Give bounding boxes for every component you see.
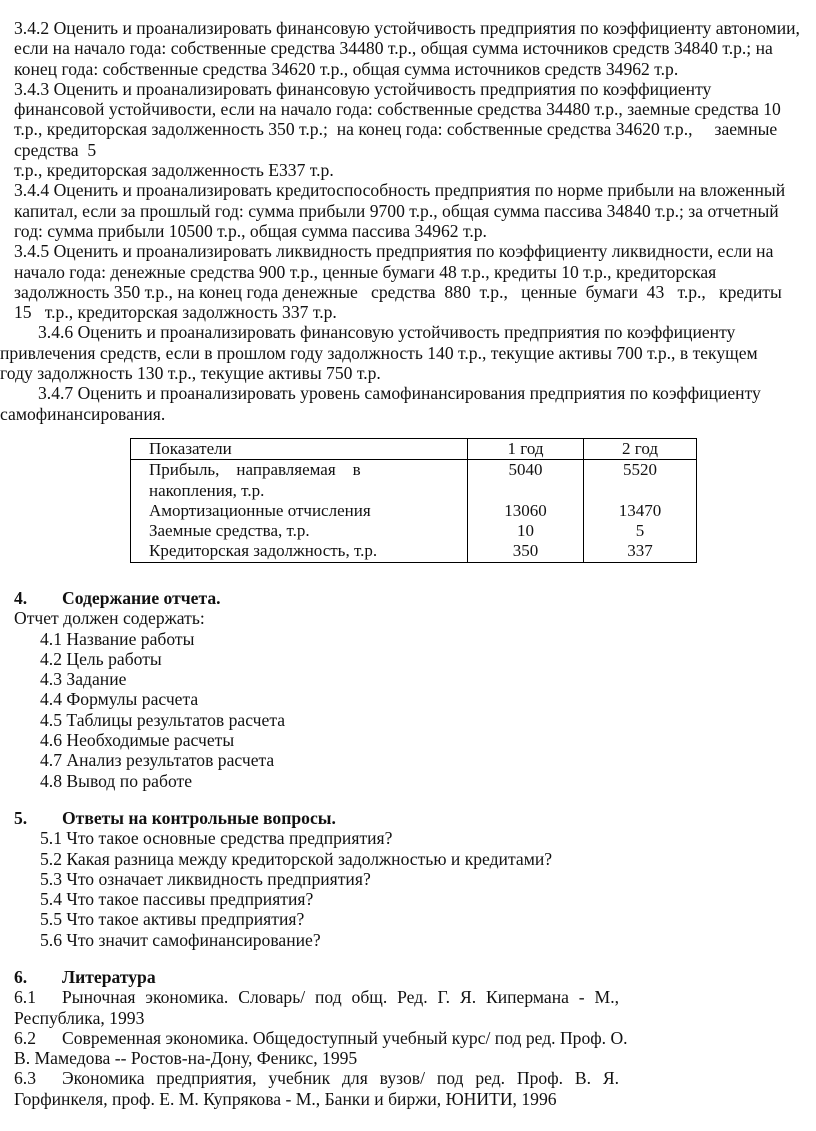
section-6 xyxy=(14,967,628,1109)
reference-item: 6.3 Экономика предприятия, учебник для вузов/ под ред. Проф. В. Я. xyxy=(14,1068,619,1089)
row-label xyxy=(131,460,468,562)
section-heading: 5. Ответы на контрольные вопросы. xyxy=(14,808,336,828)
reference-item-cont: В. Мамедова -- Ростов-на-Дону, Феникс, 1995 xyxy=(14,1048,358,1069)
table-row xyxy=(131,460,697,562)
list-item: 5.1 Что такое основные средства предприятия? xyxy=(40,828,393,849)
cell-value: 350 xyxy=(512,541,539,561)
task-3-4-2-line: 3.4.2 Оценить и проанализировать финансовую устойчивость предприятия по коэффициенту автономии, xyxy=(14,18,800,38)
reference-item: 6.2 Современная экономика. Общедоступный учебный курс/ под ред. Проф. О. xyxy=(14,1027,628,1048)
task-3-4-3-line: финансовой устойчивости, если на начало года: собственные средства 34480 т.р., заемные средства 10 xyxy=(14,99,781,120)
task-3-4-4-line: капитал, если за прошлый год: сумма прибыли 9700 т.р., общая сумма пассива 34840 т.р.; за отчетный xyxy=(14,200,779,221)
row-label: Амортизационные отчисления xyxy=(149,500,371,520)
row-label: Кредиторская задолжность, т.р. xyxy=(149,541,378,561)
task-3-4-3-line: т.р., кредиторская задолженность 350 т.р.; на конец года: собственные средства 34620 т.р., заемные xyxy=(14,119,778,140)
section-heading: 4. Содержание отчета. xyxy=(14,588,221,608)
task-3-4-6-line: привлечения средств, если в прошлом году задолжность 140 т.р., текущие активы 700 т.р., в текущем xyxy=(0,342,758,363)
task-3-4-3-line: средства 5 xyxy=(14,139,97,160)
cell-value: 5040 xyxy=(508,460,543,480)
task-3-4-4-line: 3.4.4 Оценить и проанализировать кредитоспособность предприятия по норме прибыли на вложенный xyxy=(14,180,786,201)
year-1-values xyxy=(468,460,584,562)
list-item: 4.1 Название работы xyxy=(40,628,195,649)
header-year-2: 2 год xyxy=(584,439,697,460)
task-3-4-7-line: 3.4.7 Оценить и проанализировать уровень самофинансирования предприятия по коэффициенту xyxy=(38,383,761,404)
reference-item-cont: Республика, 1993 xyxy=(14,1007,145,1028)
list-item: 4.5 Таблицы результатов расчета xyxy=(40,709,286,730)
cell-value: 13060 xyxy=(504,500,547,520)
section-5 xyxy=(14,808,810,950)
task-3-4-4-line: год: сумма прибыли 10500 т.р., общая сумма пассива 34962 т.р. xyxy=(14,220,487,241)
task-3-4-3-line: 3.4.3 Оценить и проанализировать финансовую устойчивость предприятия по коэффициенту xyxy=(14,78,712,99)
list-item: 5.5 Что такое активы предприятия? xyxy=(40,909,305,930)
year-2-values xyxy=(584,460,697,562)
cell-value: 5520 xyxy=(623,460,657,480)
row-label: Заемные средства, т.р. xyxy=(149,521,310,541)
task-3-4-3-line: т.р., кредиторская задолженность Е337 т.р. xyxy=(14,160,334,181)
task-3-4-6-line: 3.4.6 Оценить и проанализировать финансовую устойчивость предприятия по коэффициенту xyxy=(38,322,736,343)
task-3-4-6-line: году задолжность 130 т.р., текущие активы 750 т.р. xyxy=(0,363,381,384)
table-header-row xyxy=(131,439,697,460)
list-item: 5.3 Что означает ликвидность предприятия? xyxy=(40,868,371,889)
list-item: 4.4 Формулы расчета xyxy=(40,689,199,710)
cell-value: 13470 xyxy=(618,500,662,520)
list-item: 4.6 Необходимые расчеты xyxy=(40,730,235,751)
reference-item: 6.1 Рыночная экономика. Словарь/ под общ. Ред. Г. Я. Кипермана - М., xyxy=(14,987,619,1008)
task-3-4-2-line: если на начало года: собственные средства 34480 т.р., общая сумма источников средств 34840 т.р.; на xyxy=(14,38,773,59)
list-item: 4.2 Цель работы xyxy=(40,648,162,669)
cell-value: 10 xyxy=(517,521,534,541)
row-label-line: накопления, т.р. xyxy=(149,480,265,500)
cell-value: 337 xyxy=(627,541,653,561)
header-indicators: Показатели xyxy=(131,439,468,460)
section-4 xyxy=(14,588,810,791)
list-item: 5.4 Что такое пассивы предприятия? xyxy=(40,889,314,910)
section-intro: Отчет должен содержать: xyxy=(14,608,205,629)
section-heading: 6. Литература xyxy=(14,967,156,987)
indicators-table xyxy=(130,438,697,563)
list-item: 4.3 Задание xyxy=(40,669,127,690)
list-item: 5.6 Что значит самофинансирование? xyxy=(40,929,321,950)
task-3-4-5-line: 15 т.р., кредиторская задолжность 337 т.р. xyxy=(14,302,337,323)
task-3-4-5-line: задолжность 350 т.р., на конец года денежные средства 880 т.р., ценные бумаги 43 т.р., кредиты xyxy=(14,281,782,302)
task-3-4-5-line: начало года: денежные средства 900 т.р., ценные бумаги 48 т.р., кредиты 10 т.р., кредиторская xyxy=(14,261,717,282)
tasks-block xyxy=(0,18,810,424)
header-year-1: 1 год xyxy=(468,439,584,460)
cell-value: 5 xyxy=(635,521,645,541)
reference-item-cont: Горфинкеля, проф. Е. М. Купрякова - М., Банки и биржи, ЮНИТИ, 1996 xyxy=(14,1088,557,1109)
task-3-4-7-line: самофинансирования. xyxy=(0,403,166,424)
task-3-4-2-line: конец года: собственные средства 34620 т.р., общая сумма источников средств 34962 т.р. xyxy=(14,58,679,79)
list-item: 4.7 Анализ результатов расчета xyxy=(40,750,275,771)
list-item: 4.8 Вывод по работе xyxy=(40,770,193,791)
list-item: 5.2 Какая разница между кредиторской задолжностью и кредитами? xyxy=(40,848,553,869)
task-3-4-5-line: 3.4.5 Оценить и проанализировать ликвидность предприятия по коэффициенту ликвидности, если на xyxy=(14,241,774,262)
row-label-line: Прибыль, направляемая в xyxy=(149,460,361,480)
